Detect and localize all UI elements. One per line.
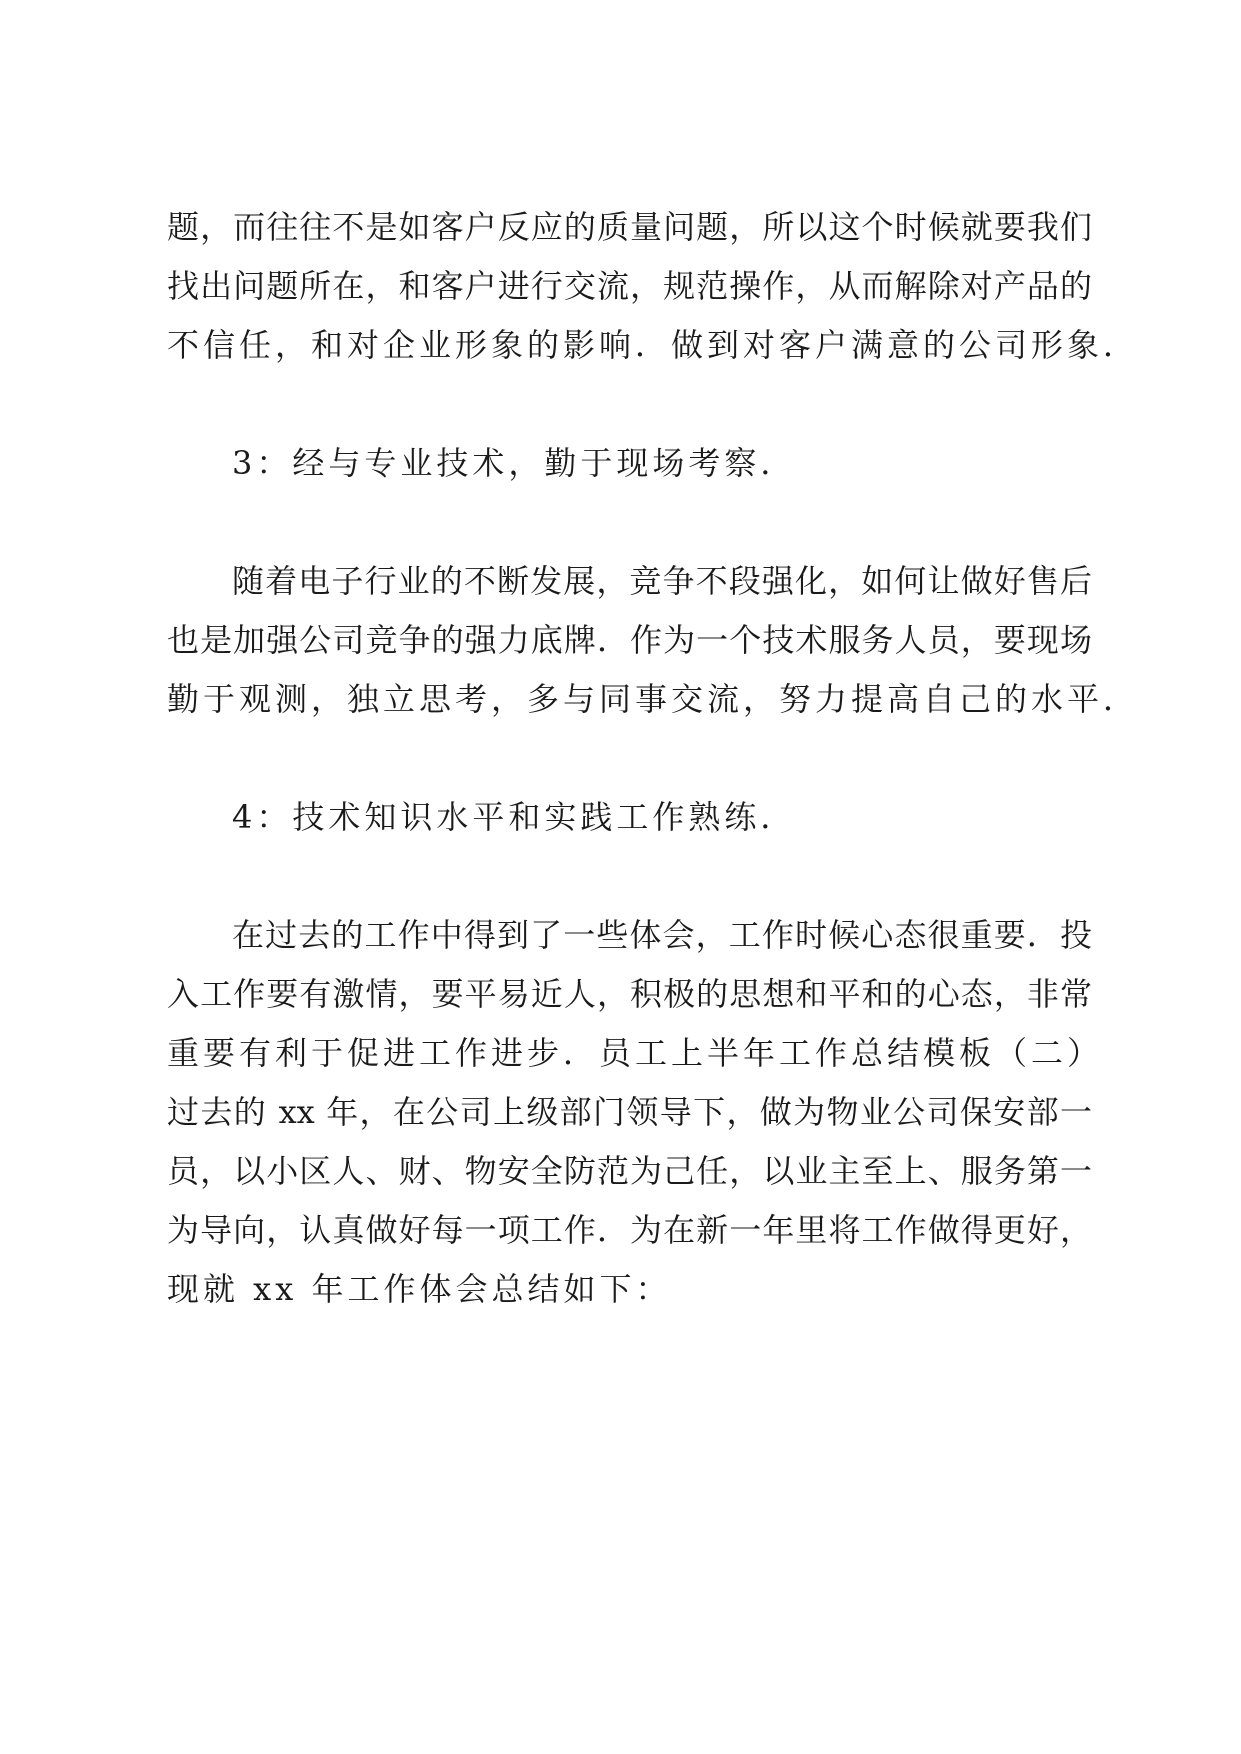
text-line: 员，以小区人、财、物安全防范为己任，以业主至上、服务第一 [167, 1152, 1092, 1190]
text-line: 在过去的工作中得到了一些体会，工作时候心态很重要．投 [232, 916, 1092, 954]
section-heading: 4：技术知识水平和实践工作熟练． [232, 798, 797, 836]
text-line: 为导向，认真做好每一项工作．为在新一年里将工作做得更好， [167, 1211, 1092, 1249]
text-line: 过去的 xx 年，在公司上级部门领导下，做为物业公司保安部一 [167, 1093, 1092, 1131]
text-line: 不信任，和对企业形象的影响．做到对客户满意的公司形象． [167, 326, 1140, 364]
text-line: 找出问题所在，和客户进行交流，规范操作，从而解除对产品的 [167, 267, 1092, 305]
text-line: 入工作要有激情，要平易近人，积极的思想和平和的心态，非常 [167, 975, 1092, 1013]
text-line: 现就 xx 年工作体会总结如下： [167, 1270, 672, 1308]
text-line: 重要有利于促进工作进步．员工上半年工作总结模板（二） [167, 1034, 1104, 1072]
text-line: 勤于观测，独立思考，多与同事交流，努力提高自己的水平． [167, 680, 1140, 718]
section-heading: 3：经与专业技术，勤于现场考察． [232, 444, 797, 482]
text-line: 题，而往往不是如客户反应的质量问题，所以这个时候就要我们 [167, 208, 1092, 246]
text-line: 也是加强公司竞争的强力底牌．作为一个技术服务人员，要现场 [167, 621, 1092, 659]
text-line: 随着电子行业的不断发展，竞争不段强化，如何让做好售后 [232, 562, 1092, 600]
